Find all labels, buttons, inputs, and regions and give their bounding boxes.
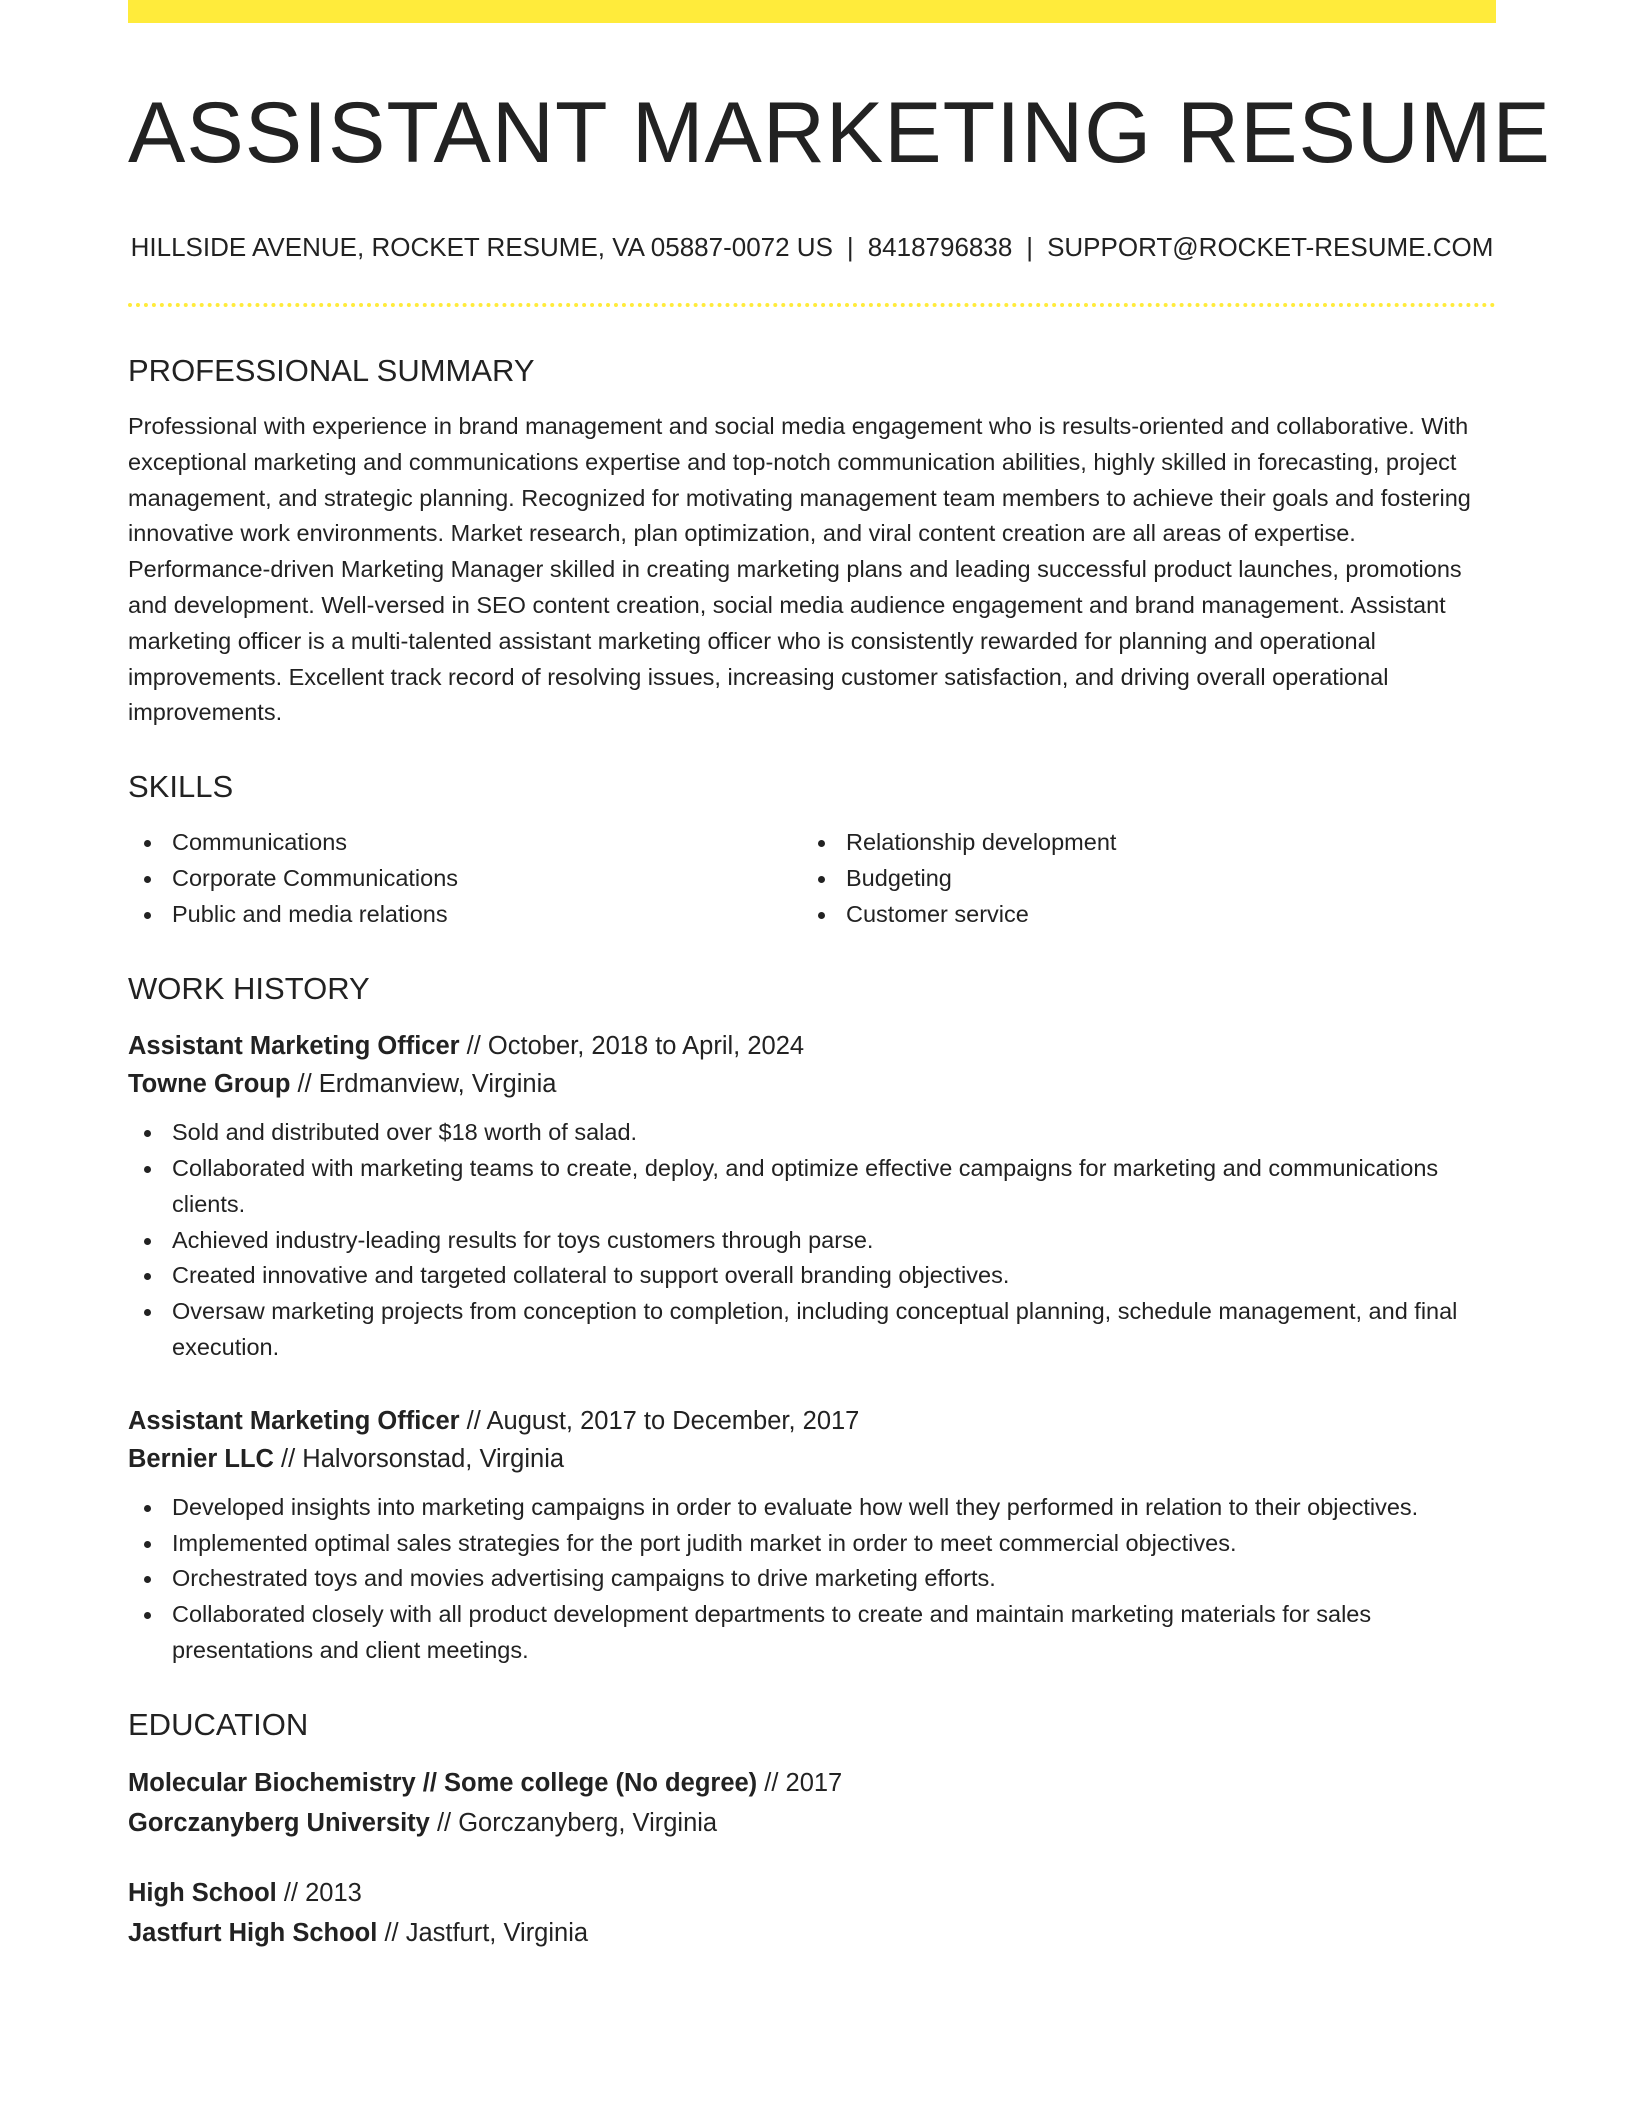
skills-list xyxy=(128,825,1496,933)
job-bullet: Oversaw marketing projects from conception to completion, including conceptual planning, schedule management, and final execution. xyxy=(128,1294,1496,1366)
resume-title: ASSISTANT MARKETING RESUME xyxy=(128,85,1551,181)
section-title-work: WORK HISTORY xyxy=(128,971,370,1007)
job-role: Assistant Marketing Officer xyxy=(128,1406,460,1435)
contact-email: SUPPORT@ROCKET-RESUME.COM xyxy=(1047,232,1494,262)
skill-item: Communications xyxy=(128,825,802,861)
skill-item: Budgeting xyxy=(802,861,1476,897)
contact-line xyxy=(128,229,1496,265)
skill-item: Relationship development xyxy=(802,825,1476,861)
job-bullet: Created innovative and targeted collateral to support overall branding objectives. xyxy=(128,1258,1496,1294)
education-school: Jastfurt High School xyxy=(128,1918,378,1947)
job-entry xyxy=(128,1027,1496,1366)
education-year: // 2013 xyxy=(276,1878,362,1907)
job-location: // Erdmanview, Virginia xyxy=(290,1070,557,1099)
job-company-line xyxy=(128,1065,1496,1103)
education-school-line xyxy=(128,1913,1496,1953)
education-degree-line xyxy=(128,1873,1496,1913)
section-title-education: EDUCATION xyxy=(128,1706,309,1742)
job-dates: // August, 2017 to December, 2017 xyxy=(459,1406,860,1435)
job-bullet: Achieved industry-leading results for toys customers through parse. xyxy=(128,1223,1496,1259)
summary-text: Professional with experience in brand management and social media engagement who is results-oriented and collaborative. With exceptional marketing and communications expertise and top-notch communication abilities, highly skilled in forecasting, project management, and strategic planning. Recognized for motivating management team members to achieve their goals and fostering innovative work environments. Market research, plan optimization, and viral content creation are all areas of expertise. Performance-driven Marketing Manager skilled in creating marketing plans and leading successful product launches, promotions and development. Well-versed in SEO content creation, social media audience engagement and brand management. Assistant marketing officer is a multi-talented assistant marketing officer who is consistently rewarded for planning and operational improvements. Excellent track record of resolving issues, increasing customer satisfaction, and driving overall operational improvements. xyxy=(128,413,1471,726)
education-year: // 2017 xyxy=(757,1768,843,1797)
skill-item: Customer service xyxy=(802,897,1476,933)
job-role-line xyxy=(128,1027,1496,1065)
job-company: Bernier LLC xyxy=(128,1444,274,1473)
job-bullet: Collaborated closely with all product development departments to create and maintain marketing materials for sales presentations and client meetings. xyxy=(128,1597,1496,1669)
top-accent-bar xyxy=(128,0,1496,23)
resume-page xyxy=(128,0,1551,1953)
job-bullet: Implemented optimal sales strategies for the port judith market in order to meet commercial objectives. xyxy=(128,1526,1496,1562)
education-school: Gorczanyberg University xyxy=(128,1808,430,1837)
section-title-summary: PROFESSIONAL SUMMARY xyxy=(128,353,535,388)
job-entry xyxy=(128,1402,1496,1669)
section-title-skills: SKILLS xyxy=(128,769,234,805)
job-role-line xyxy=(128,1402,1496,1440)
job-bullets xyxy=(128,1490,1496,1669)
job-location: // Halvorsonstad, Virginia xyxy=(273,1444,565,1473)
job-bullet: Collaborated with marketing teams to create, deploy, and optimize effective campaigns for marketing and communications clients. xyxy=(128,1151,1496,1223)
contact-address: HILLSIDE AVENUE, ROCKET RESUME, VA 05887-0072 US xyxy=(130,232,833,262)
contact-phone: 8418796838 xyxy=(867,232,1013,262)
education-location: // Jastfurt, Virginia xyxy=(377,1918,589,1947)
job-company-line xyxy=(128,1440,1496,1478)
education-location: // Gorczanyberg, Virginia xyxy=(429,1808,718,1837)
job-bullet: Sold and distributed over $18 worth of salad. xyxy=(128,1115,1496,1151)
job-role: Assistant Marketing Officer xyxy=(128,1032,460,1061)
education-degree: Molecular Biochemistry // Some college (No degree) xyxy=(128,1768,758,1797)
skill-item: Corporate Communications xyxy=(128,861,802,897)
job-bullet: Developed insights into marketing campaigns in order to evaluate how well they performed in relation to their objectives. xyxy=(128,1490,1496,1526)
dotted-divider xyxy=(128,303,1496,307)
education-entry xyxy=(128,1873,1496,1953)
job-dates: // October, 2018 to April, 2024 xyxy=(459,1032,805,1061)
job-company: Towne Group xyxy=(128,1070,291,1099)
job-bullet: Orchestrated toys and movies advertising campaigns to drive marketing efforts. xyxy=(128,1561,1496,1597)
contact-separator: | xyxy=(1026,232,1034,262)
education-degree: High School xyxy=(128,1878,277,1907)
education-school-line xyxy=(128,1803,1496,1843)
job-bullets xyxy=(128,1115,1496,1366)
skill-item: Public and media relations xyxy=(128,897,802,933)
education-degree-line xyxy=(128,1763,1496,1803)
education-entry xyxy=(128,1763,1496,1843)
contact-separator: | xyxy=(846,232,854,262)
